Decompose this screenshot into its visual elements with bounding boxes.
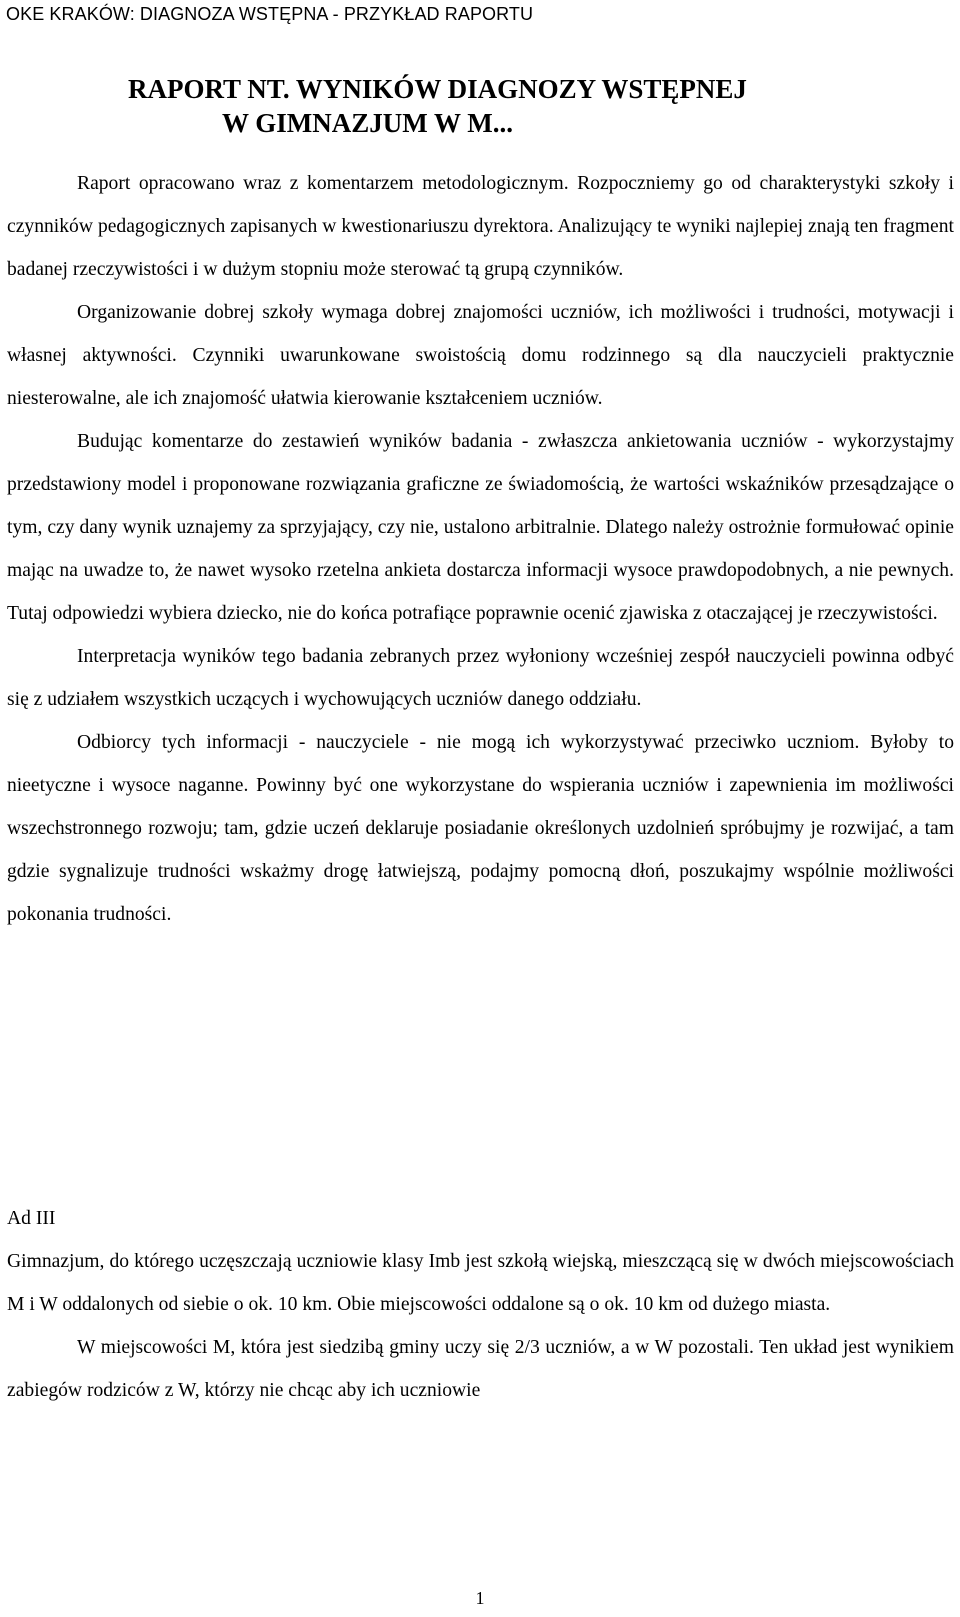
paragraph-recipients: Odbiorcy tych informacji - nauczyciele - nie mogą ich wykorzystywać przeciwko uczniom. Byłoby to nieetyczne i wysoce naganne. Powinny być one wykorzystane do wspierania uczniów i zapewnienia im możliwości wszechstronnego rozwoju; tam, gdzie uczeń deklaruje posiadanie określonych uzdolnień spróbujmy je rozwijać, a tam gdzie sygnalizuje trudności wskażmy drogę łatwiejszą, podajmy pomocną dłoń, poszukajmy wspólnie możliwości pokonania trudności. bbox=[7, 732, 954, 925]
paragraph-school-description: Gimnazjum, do którego uczęszczają uczniowie klasy Imb jest szkołą wiejską, mieszczącą się w dwóch miejscowościach M i W oddalonych od siebie o ok. 10 km. Obie miejscowości oddalone są o ok. 10 km od dużego miasta. bbox=[7, 1251, 954, 1315]
intro-paragraph-block bbox=[7, 162, 954, 936]
title-line-1: RAPORT NT. WYNIKÓW DIAGNOZY WSTĘPNEJ bbox=[128, 74, 747, 104]
paragraph-interpretation: Interpretacja wyników tego badania zebranych przez wyłoniony wcześniej zespół nauczycieli powinna odbyć się z udziałem wszystkich uczących i wychowujących uczniów danego oddziału. bbox=[7, 646, 954, 710]
document-title bbox=[0, 72, 960, 142]
section-heading: Ad III bbox=[7, 1208, 56, 1229]
paragraph-commentary: Budując komentarze do zestawień wyników badania - zwłaszcza ankietowania uczniów - wykorzystajmy przedstawiony model i proponowane rozwiązania graficzne ze świadomością, że wartości wskaźników przesądzające o tym, czy dany wynik uznajemy za sprzyjający, czy nie, ustalono arbitralnie. Dlatego należy ostrożnie formułować opinie mając na uwadze to, że nawet wysoko rzetelna ankieta dostarcza informacji wysoce prawdopodobnych, a nie pewnych. Tutaj odpowiedzi wybiera dziecko, nie do końca potrafiące poprawnie ocenić zjawiska z otaczającej je rzeczywistości. bbox=[7, 431, 954, 624]
paragraph-student-distribution: W miejscowości M, która jest siedzibą gminy uczy się 2/3 uczniów, a w W pozostali. Ten układ jest wynikiem zabiegów rodziców z W, którzy nie chcąc aby ich uczniowie bbox=[7, 1337, 954, 1401]
title-line-2: W GIMNAZJUM W M... bbox=[222, 108, 514, 138]
paragraph-school-organization: Organizowanie dobrej szkoły wymaga dobrej znajomości uczniów, ich możliwości i trudności, motywacji i własnej aktywności. Czynniki uwarunkowane swoistością domu rodzinnego są dla nauczycieli praktycznie niesterowalne, ale ich znajomość ułatwia kierowanie kształceniem uczniów. bbox=[7, 302, 954, 409]
paragraph-methodology: Raport opracowano wraz z komentarzem metodologicznym. Rozpoczniemy go od charakterystyki szkoły i czynników pedagogicznych zapisanych w kwestionariuszu dyrektora. Analizujący te wyniki najlepiej znają ten fragment badanej rzeczywistości i w dużym stopniu może sterować tą grupą czynników. bbox=[7, 173, 954, 280]
running-header: OKE KRAKÓW: DIAGNOZA WSTĘPNA - PRZYKŁAD RAPORTU bbox=[6, 4, 534, 24]
page-number: 1 bbox=[475, 1588, 485, 1608]
section-paragraph-block bbox=[7, 1240, 954, 1412]
